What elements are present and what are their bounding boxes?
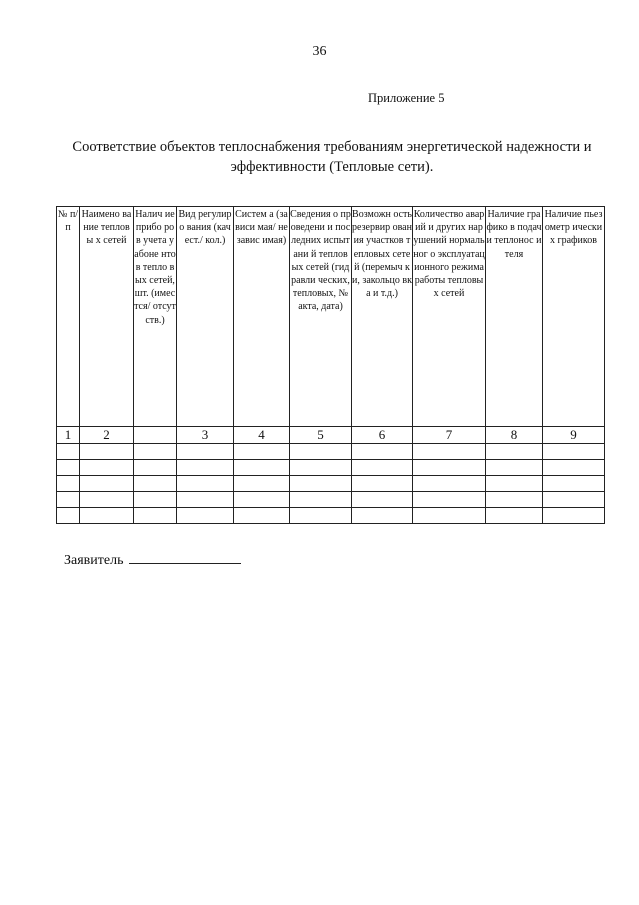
table-cell — [413, 508, 486, 524]
table-cell — [177, 444, 234, 460]
table-cell — [290, 508, 352, 524]
table-cell — [57, 476, 80, 492]
table-row — [57, 460, 605, 476]
table-cell — [352, 444, 413, 460]
table-cell — [80, 460, 134, 476]
header-cell — [177, 207, 234, 427]
table-cell — [543, 492, 605, 508]
header-cell — [486, 207, 543, 427]
column-number: 6 — [352, 427, 413, 444]
header-text: Налич ие прибо ров учета у абоне нтов тепло вых сетей, шт. (имес тся/ отсут ств.) — [134, 209, 176, 326]
page-number: 36 — [312, 44, 327, 59]
table-row — [57, 492, 605, 508]
header-cell — [134, 207, 177, 427]
header-text: № п/ п — [57, 209, 79, 234]
appendix-label: Приложение 5 — [368, 91, 445, 105]
table-cell — [234, 444, 290, 460]
table-cell — [234, 508, 290, 524]
header-cell — [290, 207, 352, 427]
title-line-2: эффективности (Тепловые сети). — [230, 159, 434, 175]
signature-label: Заявитель — [64, 553, 124, 568]
signature-block — [64, 549, 241, 569]
table-cell — [486, 508, 543, 524]
table-cell — [80, 508, 134, 524]
table-cell — [543, 476, 605, 492]
header-text: Возможн ость резервир ования участков тепловых сетей (перемыч ки, закольцо вка и т.д.) — [352, 209, 412, 300]
table-row — [57, 476, 605, 492]
table-cell — [543, 460, 605, 476]
table-cell — [134, 460, 177, 476]
table-cell — [177, 508, 234, 524]
table-cell — [80, 476, 134, 492]
column-number: 2 — [80, 427, 134, 444]
table-cell — [543, 444, 605, 460]
header-text: Вид регулиро вания (качест./ кол.) — [178, 209, 232, 247]
table-cell — [290, 444, 352, 460]
table-cell — [352, 476, 413, 492]
table-cell — [352, 508, 413, 524]
table-cell — [57, 508, 80, 524]
header-cell — [234, 207, 290, 427]
header-text: Сведения о проведени и последних испытани й тепловых сетей (гидравли ческих, тепловых, № акта, дата) — [290, 209, 351, 313]
table-cell — [290, 460, 352, 476]
table-cell — [234, 492, 290, 508]
table-cell — [80, 492, 134, 508]
header-text: Количество аварий и других нарушений нормальног о эксплуатац ионного режима работы тепловых сетей — [413, 209, 485, 300]
table-cell — [134, 476, 177, 492]
table-cell — [413, 476, 486, 492]
table-cell — [290, 476, 352, 492]
header-text: Систем а (зависи мая/ независ имая) — [235, 209, 288, 247]
header-text: Наличие графико в подачи теплонос ителя — [486, 209, 542, 260]
heat-networks-table — [56, 206, 605, 524]
table-cell — [413, 460, 486, 476]
table-cell — [543, 508, 605, 524]
header-cell — [543, 207, 605, 427]
signature-line — [129, 549, 241, 564]
table-cell — [57, 444, 80, 460]
table-cell — [352, 460, 413, 476]
column-number: 1 — [57, 427, 80, 444]
column-number: 4 — [234, 427, 290, 444]
table-row — [57, 444, 605, 460]
table-cell — [57, 460, 80, 476]
table-cell — [234, 460, 290, 476]
table-cell — [486, 492, 543, 508]
table-cell — [352, 492, 413, 508]
table-cell — [134, 508, 177, 524]
table-cell — [177, 476, 234, 492]
table-cell — [134, 444, 177, 460]
table-cell — [80, 444, 134, 460]
table-cell — [57, 492, 80, 508]
column-number: 3 — [177, 427, 234, 444]
document-title — [52, 137, 612, 177]
header-cell — [57, 207, 80, 427]
column-number-row — [57, 427, 605, 444]
table-header-row — [57, 207, 605, 427]
column-number: 9 — [543, 427, 605, 444]
header-text: Наимено вание тепловы х сетей — [81, 209, 132, 247]
column-number: 7 — [413, 427, 486, 444]
table-cell — [486, 476, 543, 492]
header-cell — [352, 207, 413, 427]
header-cell — [413, 207, 486, 427]
table-cell — [177, 492, 234, 508]
table-cell — [134, 492, 177, 508]
table-cell — [413, 492, 486, 508]
table-cell — [290, 492, 352, 508]
table-row — [57, 508, 605, 524]
header-text: Наличие пьезометр ических графиков — [544, 209, 603, 247]
title-line-1: Соответствие объектов теплоснабжения требованиям энергетической надежности и — [72, 139, 592, 155]
table-cell — [177, 460, 234, 476]
table-cell — [413, 444, 486, 460]
column-number: 5 — [290, 427, 352, 444]
table-cell — [234, 476, 290, 492]
table-cell — [486, 460, 543, 476]
table-cell — [486, 444, 543, 460]
header-cell — [80, 207, 134, 427]
column-number: 8 — [486, 427, 543, 444]
column-number — [134, 427, 177, 444]
